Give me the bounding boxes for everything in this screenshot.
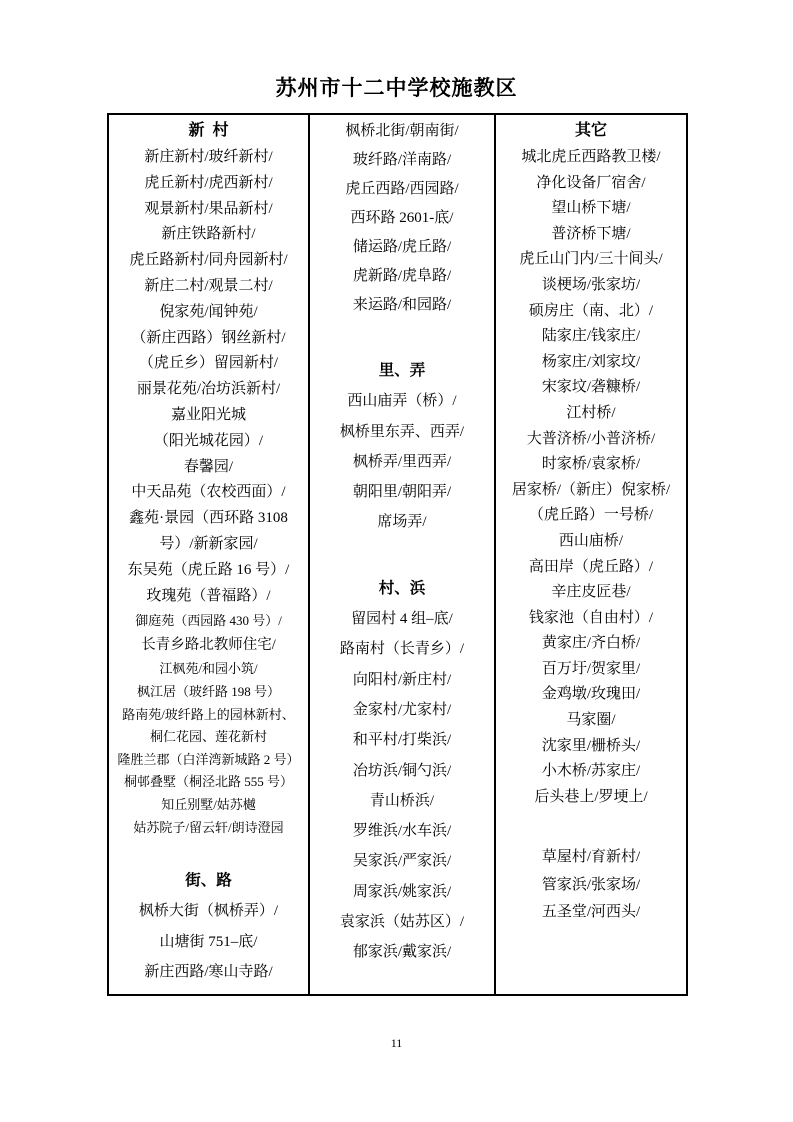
address-line: 新庄新村/玻纤新村/ [144,149,273,165]
address-line: 枫桥大街（枫桥弄）/ [138,903,279,920]
address-line: 和平村/打柴浜/ [352,732,452,749]
section-header: 其它 [574,122,607,139]
address-line: 杨家庄/刘家坟/ [541,353,641,370]
address-line-group [310,386,494,537]
address-line: 知丘别墅/姑苏樾 [161,796,256,812]
address-line: （新庄西路）钢丝新村/ [131,329,286,346]
address-line: 马家圈/ [566,712,616,729]
address-line: 丽景花苑/冶坊浜新村/ [136,381,281,398]
address-line: 金鸡墩/玫瑰田/ [541,686,641,703]
address-line: 谈梗场/张家坊/ [541,276,641,293]
address-line: （虎丘路）一号桥/ [528,507,654,524]
address-line: 春馨园/ [183,458,234,475]
address-line: 新庄铁路新村/ [161,226,256,243]
section-header: 街、路 [185,872,232,890]
address-line: 江枫苑/和园小筑/ [159,661,258,677]
address-line: 路南苑/玻纤路上的园林新村、 [122,706,295,722]
address-line: 西环路 2601-底/ [350,210,454,226]
address-line: 隆胜兰郡（白洋湾新城路 2 号） [117,751,300,767]
address-line: 五圣堂/河西头/ [541,904,641,921]
address-line: 枫桥里东弄、西弄/ [339,423,465,440]
spacer [109,839,308,866]
address-line: 新庄二村/观景二村/ [144,277,273,294]
address-line: 枫桥北街/朝南街/ [345,123,459,139]
address-line: 储运路/虎丘路/ [352,239,452,255]
address-line-group [310,117,494,320]
address-line: 长青乡路北教师住宅/ [141,637,276,654]
address-line: 新庄西路/寒山寺路/ [144,964,273,981]
district-table [107,113,688,996]
address-line: 御庭苑（西园路 430 号）/ [135,613,282,629]
address-line: 枫桥弄/里西弄/ [352,453,452,470]
address-line: 江村桥/ [566,404,616,421]
address-line: 钱家池（自由村）/ [528,609,654,626]
address-line-group [109,609,308,633]
address-line: 向阳村/新庄村/ [352,671,452,688]
page-number: 11 [390,1036,403,1050]
address-line: 郁家浜/戴家浜/ [352,944,452,961]
address-line: 小木桥/苏家庄/ [541,763,641,780]
address-line: 袁家浜（姑苏区）/ [339,914,465,931]
address-line: 百万圩/贺家里/ [541,660,641,677]
address-line: 青山桥浜/ [369,792,435,809]
spacer [310,320,494,356]
address-line-group [109,145,308,609]
address-line-group [109,896,308,988]
address-line: 管家浜/张家场/ [541,876,641,893]
address-line: 留园村 4 组–底/ [351,611,453,628]
address-line: 高田岸（虎丘路）/ [528,558,654,575]
address-line: 居家桥/（新庄）倪家桥/ [511,481,671,498]
address-line-group [496,145,686,810]
address-line: 冶坊浜/铜勺浜/ [352,762,452,779]
address-line-group [310,604,494,968]
spacer [496,810,686,844]
column-other [496,115,686,994]
address-line: 陆家庄/钱家庄/ [541,328,641,345]
address-line: 倪家苑/闻钟苑/ [159,303,258,320]
address-line: 嘉业阳光城 [170,406,246,423]
address-line: 来运路/和园路/ [352,297,452,313]
address-line: 硕房庄（南、北）/ [528,302,654,319]
address-line: 大普济桥/小普济桥/ [526,430,656,447]
address-line: 草屋村/育新村/ [541,849,641,866]
address-line: 枫江居（玻纤路 198 号） [136,683,280,699]
address-line: 沈家里/栅桥头/ [541,737,641,754]
column-streets-lanes-villages [310,115,496,994]
address-line: 姑苏院子/留云轩/朗诗澄园 [133,819,284,835]
address-line: （虎丘乡）留园新村/ [138,355,279,372]
address-line: 西山庙弄（桥）/ [347,393,457,410]
column-xincun [109,115,310,994]
section-header: 里、弄 [378,362,426,379]
address-line: 净化设备厂宿舍/ [536,174,646,191]
page-title: 苏州市十二中学校施教区 [275,77,518,100]
address-line: 辛庄皮匠巷/ [551,584,631,601]
address-line: 东吴苑（虎丘路 16 号）/ [127,561,290,578]
address-line-group [109,633,308,658]
address-line: 席场弄/ [377,514,427,531]
address-line: 罗维浜/水车浜/ [352,823,452,840]
address-line: 后头巷上/罗埂上/ [534,788,648,805]
section-header: 新 村 [188,122,229,139]
address-line: 玻纤路/洋南路/ [352,152,452,168]
address-line: 虎新路/虎阜路/ [352,268,452,284]
spacer [310,538,494,574]
address-line: 金家村/尤家村/ [352,701,452,718]
address-line: 观景新村/果品新村/ [144,200,273,217]
address-line-group [496,844,686,927]
section-header: 村、浜 [378,579,426,597]
address-line: 中天品苑（农校西面）/ [131,484,286,501]
address-line: 周家浜/姚家浜/ [352,883,452,900]
address-line: 号）/新新家园/ [159,535,258,552]
address-line: 时家桥/袁家桥/ [541,456,641,473]
address-line: 虎丘路新村/同舟园新村/ [129,252,288,269]
address-line: 普济桥下塘/ [551,225,631,242]
address-line: （阳光城花园）/ [153,432,264,449]
address-line: 鑫苑·景园（西环路 3108 [129,510,288,527]
address-line: 桐邨叠墅（桐泾北路 555 号） [123,774,293,790]
address-line: 玫瑰苑（普福路）/ [146,587,271,604]
address-line: 吴家浜/严家浜/ [352,853,452,870]
address-line: 宋家坟/砻糠桥/ [541,379,641,396]
address-line: 路南村（长青乡）/ [339,641,465,658]
address-line-group [109,658,308,839]
address-line: 西山庙桥/ [558,532,624,549]
address-line: 虎丘西路/西园路/ [345,181,459,197]
address-line: 黄家庄/齐白桥/ [541,635,641,652]
address-line: 望山桥下塘/ [551,200,631,217]
address-line: 山塘街 751–底/ [159,933,258,950]
address-line: 虎丘山门内/三十间头/ [519,251,663,268]
address-line: 桐仁花园、莲花新村 [149,729,267,745]
address-line: 城北虎丘西路教卫楼/ [521,149,661,165]
address-line: 朝阳里/朝阳弄/ [352,484,452,501]
address-line: 虎丘新村/虎西新村/ [144,174,273,191]
